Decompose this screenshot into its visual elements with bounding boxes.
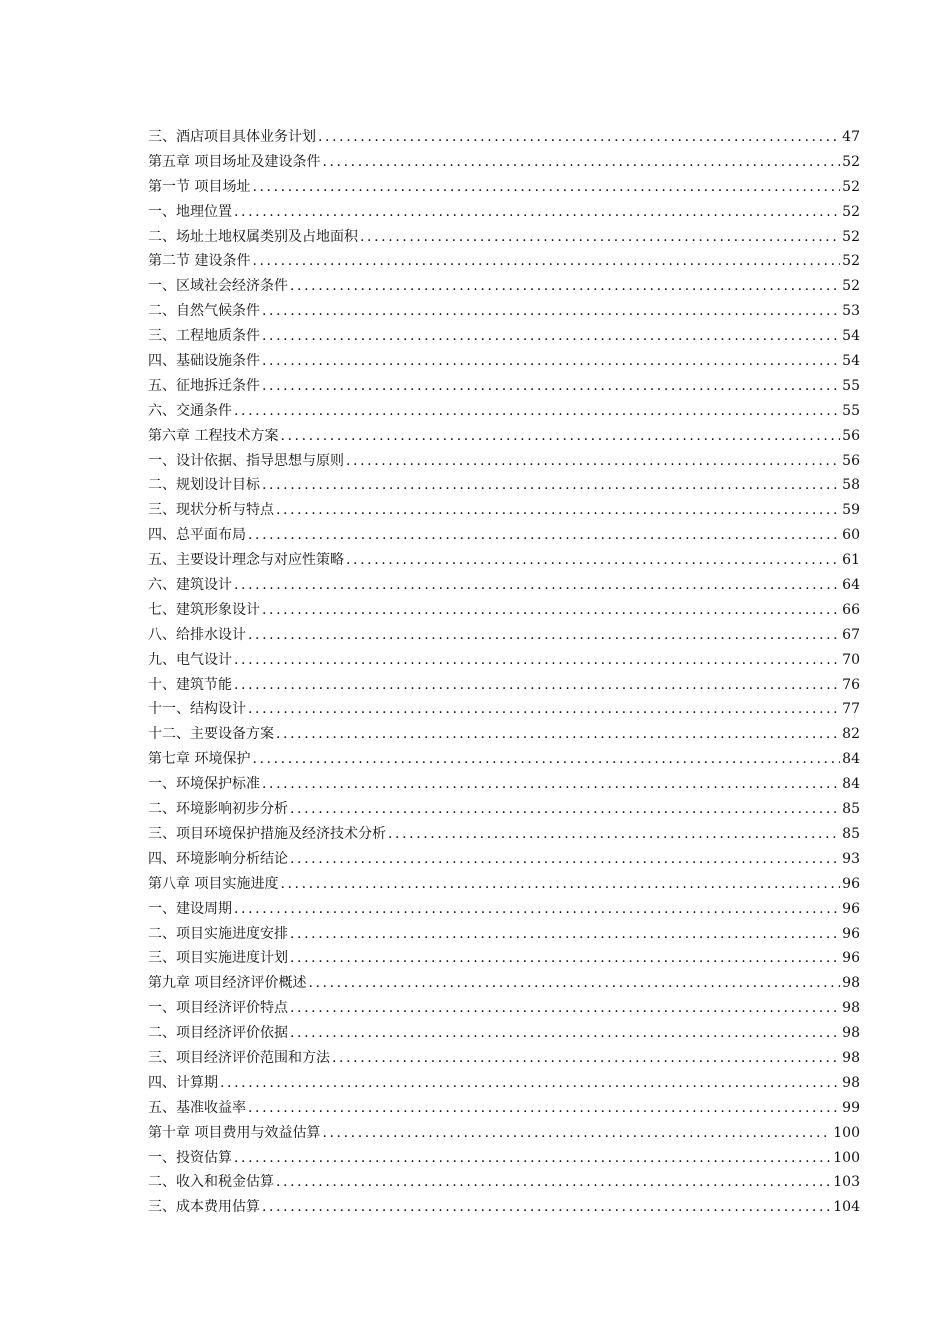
toc-dot-leader	[262, 598, 840, 623]
toc-dot-leader	[322, 1121, 831, 1146]
toc-dot-leader	[290, 797, 840, 822]
toc-entry-title: 八、给排水设计	[148, 626, 246, 643]
toc-entry-title: 十一、结构设计	[148, 701, 246, 718]
toc-entry[interactable]	[148, 822, 860, 847]
toc-entry[interactable]	[148, 897, 860, 922]
toc-dot-leader	[290, 274, 840, 299]
toc-entry[interactable]	[148, 249, 860, 274]
toc-dot-leader	[276, 1170, 831, 1195]
toc-entry[interactable]	[148, 324, 860, 349]
toc-dot-leader	[262, 349, 840, 374]
toc-entry[interactable]	[148, 374, 860, 399]
toc-entry[interactable]	[148, 1170, 860, 1195]
toc-entry-title: 第五章 项目场址及建设条件	[148, 153, 321, 170]
toc-dot-leader	[252, 249, 840, 274]
toc-entry-page-number: 52	[842, 203, 860, 220]
toc-entry[interactable]	[148, 449, 860, 474]
toc-entry-page-number: 99	[842, 1099, 860, 1116]
toc-dot-leader	[234, 897, 840, 922]
toc-dot-leader	[332, 1046, 840, 1071]
toc-entry-page-number: 96	[842, 925, 860, 942]
toc-entry[interactable]	[148, 523, 860, 548]
toc-entry-page-number: 52	[842, 253, 860, 270]
toc-entry-page-number: 67	[842, 626, 860, 643]
toc-dot-leader	[280, 424, 840, 449]
toc-dot-leader	[248, 523, 840, 548]
toc-entry[interactable]	[148, 299, 860, 324]
toc-entry-title: 一、投资估算	[148, 1149, 232, 1166]
toc-entry-title: 二、环境影响初步分析	[148, 801, 288, 818]
toc-dot-leader	[234, 399, 840, 424]
toc-entry[interactable]	[148, 125, 860, 150]
toc-entry-page-number: 58	[842, 477, 860, 494]
toc-entry-title: 七、建筑形象设计	[148, 601, 260, 618]
toc-entry-title: 六、建筑设计	[148, 577, 232, 594]
toc-entry-page-number: 100	[833, 1124, 860, 1141]
toc-entry-title: 三、酒店项目具体业务计划	[148, 129, 316, 145]
toc-entry[interactable]	[148, 1096, 860, 1121]
toc-entry-title: 六、交通条件	[148, 402, 232, 419]
toc-entry[interactable]	[148, 548, 860, 573]
toc-entry-page-number: 52	[842, 153, 860, 170]
toc-entry-title: 第六章 工程技术方案	[148, 427, 279, 444]
toc-entry-page-number: 96	[842, 950, 860, 967]
toc-entry-title: 第二节 建设条件	[148, 253, 251, 270]
toc-entry-page-number: 103	[833, 1174, 860, 1191]
toc-entry-page-number: 85	[842, 825, 860, 842]
toc-entry-page-number: 93	[842, 850, 860, 867]
toc-entry-page-number: 52	[842, 228, 860, 245]
toc-dot-leader	[308, 971, 840, 996]
toc-dot-leader	[234, 573, 840, 598]
toc-entry-page-number: 82	[842, 726, 860, 743]
toc-dot-leader	[290, 1021, 840, 1046]
toc-entry[interactable]	[148, 175, 860, 200]
toc-entry-page-number: 54	[842, 328, 860, 345]
toc-entry-page-number: 64	[842, 577, 860, 594]
toc-entry-title: 四、计算期	[148, 1074, 218, 1091]
toc-entry-page-number: 47	[842, 129, 860, 145]
toc-entry-page-number: 84	[842, 776, 860, 793]
toc-entry[interactable]	[148, 200, 860, 225]
toc-entry-title: 三、项目经济评价范围和方法	[148, 1049, 330, 1066]
toc-dot-leader	[248, 697, 840, 722]
toc-dot-leader	[262, 374, 840, 399]
toc-entry-page-number: 104	[833, 1199, 860, 1216]
toc-dot-leader	[346, 449, 840, 474]
toc-entry[interactable]	[148, 225, 860, 250]
toc-entry-title: 三、项目实施进度计划	[148, 950, 288, 967]
toc-dot-leader	[290, 922, 840, 947]
toc-entry-title: 三、现状分析与特点	[148, 502, 274, 519]
toc-dot-leader	[322, 150, 840, 175]
toc-entry[interactable]	[148, 623, 860, 648]
toc-entry[interactable]	[148, 1195, 860, 1220]
toc-entry-page-number: 56	[842, 452, 860, 469]
toc-entry-title: 第一节 项目场址	[148, 178, 251, 195]
toc-entry-title: 五、征地拆迁条件	[148, 377, 260, 394]
toc-entry-title: 第十章 项目费用与效益估算	[148, 1124, 321, 1141]
toc-entry-title: 第八章 项目实施进度	[148, 875, 279, 892]
toc-entry-title: 十二、主要设备方案	[148, 726, 274, 743]
toc-entry-title: 二、场址土地权属类别及占地面积	[148, 228, 358, 245]
toc-entry-page-number: 98	[842, 975, 860, 992]
toc-entry-title: 三、工程地质条件	[148, 328, 260, 345]
toc-entry[interactable]	[148, 1121, 860, 1146]
toc-entry-title: 二、项目实施进度安排	[148, 925, 288, 942]
toc-entry[interactable]	[148, 697, 860, 722]
toc-entry-page-number: 98	[842, 1000, 860, 1017]
toc-entry-page-number: 53	[842, 303, 860, 320]
toc-entry-page-number: 98	[842, 1049, 860, 1066]
toc-entry-title: 十、建筑节能	[148, 676, 232, 693]
toc-entry-page-number: 100	[833, 1149, 860, 1166]
toc-entry-page-number: 61	[842, 552, 860, 569]
toc-entry-page-number: 76	[842, 676, 860, 693]
toc-entry[interactable]	[148, 274, 860, 299]
toc-entry[interactable]	[148, 797, 860, 822]
table-of-contents	[148, 125, 860, 1220]
toc-dot-leader	[290, 847, 840, 872]
toc-dot-leader	[234, 673, 840, 698]
toc-dot-leader	[290, 946, 840, 971]
toc-entry-page-number: 60	[842, 527, 860, 544]
toc-dot-leader	[248, 1096, 840, 1121]
toc-dot-leader	[388, 822, 840, 847]
toc-entry-title: 二、规划设计目标	[148, 477, 260, 494]
toc-entry-title: 一、环境保护标准	[148, 776, 260, 793]
toc-entry-title: 五、基准收益率	[148, 1099, 246, 1116]
toc-entry[interactable]	[148, 946, 860, 971]
toc-entry[interactable]	[148, 573, 860, 598]
toc-entry-page-number: 52	[842, 178, 860, 195]
toc-entry-title: 四、环境影响分析结论	[148, 850, 288, 867]
toc-entry[interactable]	[148, 498, 860, 523]
toc-dot-leader	[280, 872, 840, 897]
toc-entry[interactable]	[148, 1046, 860, 1071]
toc-entry-page-number: 54	[842, 353, 860, 370]
toc-dot-leader	[252, 747, 840, 772]
toc-entry-page-number: 96	[842, 900, 860, 917]
toc-dot-leader	[290, 996, 840, 1021]
toc-entry-title: 第九章 项目经济评价概述	[148, 975, 307, 992]
toc-dot-leader	[318, 125, 840, 150]
toc-entry[interactable]	[148, 772, 860, 797]
toc-entry[interactable]	[148, 150, 860, 175]
toc-entry-title: 四、总平面布局	[148, 527, 246, 544]
toc-dot-leader	[262, 772, 840, 797]
toc-entry-title: 九、电气设计	[148, 651, 232, 668]
toc-entry-page-number: 55	[842, 377, 860, 394]
toc-entry[interactable]	[148, 648, 860, 673]
toc-entry-title: 三、成本费用估算	[148, 1199, 260, 1216]
toc-entry-page-number: 96	[842, 875, 860, 892]
toc-entry-page-number: 77	[842, 701, 860, 718]
toc-entry-title: 第七章 环境保护	[148, 751, 251, 768]
toc-dot-leader	[360, 225, 840, 250]
toc-dot-leader	[234, 648, 840, 673]
toc-entry-title: 三、项目环境保护措施及经济技术分析	[148, 825, 386, 842]
toc-entry-page-number: 98	[842, 1074, 860, 1091]
toc-entry-page-number: 59	[842, 502, 860, 519]
toc-entry[interactable]	[148, 722, 860, 747]
toc-dot-leader	[262, 1195, 831, 1220]
toc-dot-leader	[234, 1146, 831, 1171]
toc-entry-title: 一、建设周期	[148, 900, 232, 917]
toc-entry-page-number: 52	[842, 278, 860, 295]
toc-dot-leader	[276, 498, 840, 523]
toc-dot-leader	[262, 299, 840, 324]
toc-entry[interactable]	[148, 747, 860, 772]
toc-entry[interactable]	[148, 922, 860, 947]
toc-dot-leader	[252, 175, 840, 200]
toc-entry-title: 五、主要设计理念与对应性策略	[148, 552, 344, 569]
toc-entry-title: 二、项目经济评价依据	[148, 1025, 288, 1042]
toc-entry-page-number: 84	[842, 751, 860, 768]
toc-entry-page-number: 70	[842, 651, 860, 668]
toc-entry-page-number: 98	[842, 1025, 860, 1042]
toc-dot-leader	[262, 473, 840, 498]
toc-entry[interactable]	[148, 673, 860, 698]
toc-entry-title: 二、收入和税金估算	[148, 1174, 274, 1191]
toc-dot-leader	[346, 548, 840, 573]
toc-entry[interactable]	[148, 399, 860, 424]
toc-entry-title: 一、地理位置	[148, 203, 232, 220]
toc-entry-title: 二、自然气候条件	[148, 303, 260, 320]
toc-entry[interactable]	[148, 971, 860, 996]
toc-dot-leader	[262, 324, 840, 349]
toc-entry-title: 一、区域社会经济条件	[148, 278, 288, 295]
toc-entry-title: 一、设计依据、指导思想与原则	[148, 452, 344, 469]
toc-entry[interactable]	[148, 847, 860, 872]
toc-entry[interactable]	[148, 349, 860, 374]
toc-entry[interactable]	[148, 996, 860, 1021]
toc-entry[interactable]	[148, 598, 860, 623]
toc-entry-page-number: 55	[842, 402, 860, 419]
toc-dot-leader	[276, 722, 840, 747]
toc-entry[interactable]	[148, 424, 860, 449]
toc-entry-page-number: 56	[842, 427, 860, 444]
toc-entry-title: 一、项目经济评价特点	[148, 1000, 288, 1017]
toc-dot-leader	[234, 200, 840, 225]
toc-dot-leader	[248, 623, 840, 648]
toc-entry[interactable]	[148, 1146, 860, 1171]
toc-entry-page-number: 66	[842, 601, 860, 618]
toc-entry[interactable]	[148, 872, 860, 897]
toc-entry[interactable]	[148, 1071, 860, 1096]
toc-entry[interactable]	[148, 1021, 860, 1046]
toc-dot-leader	[220, 1071, 840, 1096]
toc-entry-title: 四、基础设施条件	[148, 353, 260, 370]
toc-entry-page-number: 85	[842, 801, 860, 818]
toc-entry[interactable]	[148, 473, 860, 498]
